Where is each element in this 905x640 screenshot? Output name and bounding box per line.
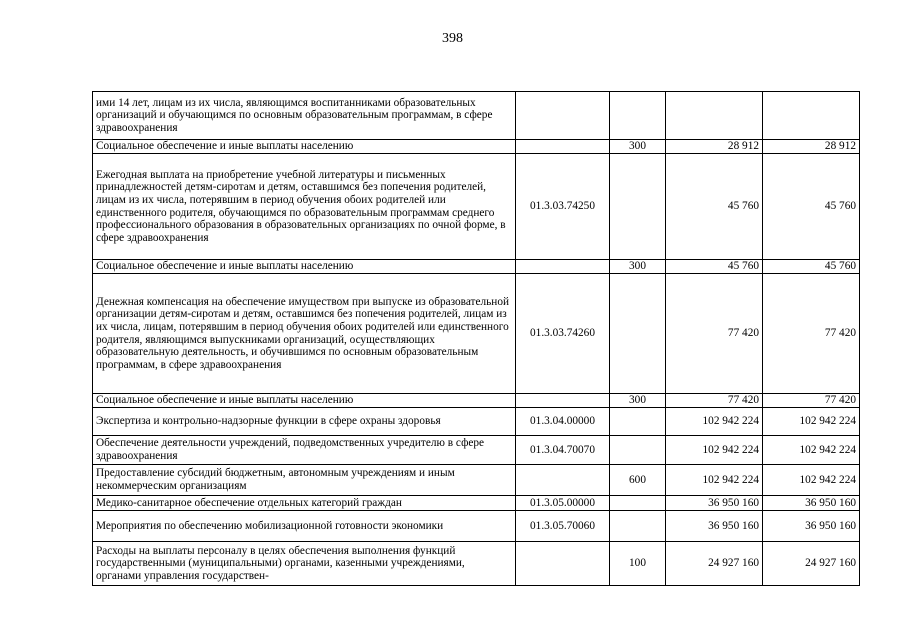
row-expense-type-cell: 600 bbox=[610, 465, 666, 496]
row-amount-2-cell: 102 942 224 bbox=[763, 465, 860, 496]
row-code-cell: 01.3.05.70060 bbox=[516, 511, 610, 542]
row-name-cell: Обеспечение деятельности учреждений, подведомственных учредителю в сфере здравоохранения bbox=[93, 436, 516, 465]
row-code-cell bbox=[516, 140, 610, 154]
row-amount-1-cell bbox=[666, 92, 763, 140]
row-expense-type-cell: 300 bbox=[610, 260, 666, 274]
row-expense-type-cell bbox=[610, 511, 666, 542]
row-amount-2-cell: 102 942 224 bbox=[763, 408, 860, 436]
row-name-cell: Мероприятия по обеспечению мобилизационной готовности экономики bbox=[93, 511, 516, 542]
row-name-cell: Социальное обеспечение и иные выплаты населению bbox=[93, 260, 516, 274]
row-name-cell: Медико-санитарное обеспечение отдельных категорий граждан bbox=[93, 496, 516, 511]
row-amount-1-cell: 36 950 160 bbox=[666, 511, 763, 542]
row-code-cell: 01.3.05.00000 bbox=[516, 496, 610, 511]
page-number: 398 bbox=[442, 31, 463, 46]
row-amount-1-cell: 36 950 160 bbox=[666, 496, 763, 511]
row-name-cell: Расходы на выплаты персоналу в целях обеспечения выполнения функций государственными (муниципальными) органами, казенными учреждениями, органами управления государствен- bbox=[93, 542, 516, 586]
row-name-cell: Социальное обеспечение и иные выплаты населению bbox=[93, 140, 516, 154]
row-amount-1-cell: 102 942 224 bbox=[666, 436, 763, 465]
row-amount-2-cell: 36 950 160 bbox=[763, 511, 860, 542]
row-name-cell: Денежная компенсация на обеспечение имуществом при выпуске из образовательной организации детям-сиротам и детям, оставшимся без попечения родителей, лицам из их числа, лицам, потерявшим в период обучения обоих родителей или единственного родителя, являющимся выпускниками организаций, осуществляющих образовательную деятельность, и обучившимся по основным образовательным программам, в сфере здравоохранения bbox=[93, 274, 516, 394]
budget-table bbox=[92, 91, 860, 586]
row-expense-type-cell bbox=[610, 436, 666, 465]
row-code-cell: 01.3.04.70070 bbox=[516, 436, 610, 465]
row-code-cell bbox=[516, 465, 610, 496]
row-amount-2-cell: 45 760 bbox=[763, 260, 860, 274]
row-expense-type-cell bbox=[610, 408, 666, 436]
row-amount-2-cell: 102 942 224 bbox=[763, 436, 860, 465]
row-amount-2-cell: 24 927 160 bbox=[763, 542, 860, 586]
table-row bbox=[93, 465, 860, 496]
row-amount-2-cell: 28 912 bbox=[763, 140, 860, 154]
table-row bbox=[93, 436, 860, 465]
row-code-cell: 01.3.04.00000 bbox=[516, 408, 610, 436]
row-amount-2-cell: 77 420 bbox=[763, 394, 860, 408]
row-name-cell: Предоставление субсидий бюджетным, автономным учреждениям и иным некоммерческим организациям bbox=[93, 465, 516, 496]
row-amount-1-cell: 45 760 bbox=[666, 154, 763, 260]
row-amount-2-cell: 77 420 bbox=[763, 274, 860, 394]
table-row bbox=[93, 154, 860, 260]
table-row bbox=[93, 274, 860, 394]
row-amount-1-cell: 102 942 224 bbox=[666, 465, 763, 496]
table-row bbox=[93, 140, 860, 154]
table-row bbox=[93, 394, 860, 408]
row-expense-type-cell: 100 bbox=[610, 542, 666, 586]
row-name-cell: Экспертиза и контрольно-надзорные функции в сфере охраны здоровья bbox=[93, 408, 516, 436]
row-name-cell: Ежегодная выплата на приобретение учебной литературы и письменных принадлежностей детям-сиротам и детям, оставшимся без попечения родителей, лицам из их числа, потерявшим в период обучения обоих родителей или единственного родителя, обучающимся по образовательным программам среднего профессионального образования в образовательных организациях по очной форме, в сфере здравоохранения bbox=[93, 154, 516, 260]
table-row bbox=[93, 408, 860, 436]
table-row bbox=[93, 92, 860, 140]
row-code-cell: 01.3.03.74260 bbox=[516, 274, 610, 394]
row-amount-1-cell: 77 420 bbox=[666, 394, 763, 408]
row-amount-1-cell: 77 420 bbox=[666, 274, 763, 394]
row-code-cell bbox=[516, 260, 610, 274]
row-amount-1-cell: 45 760 bbox=[666, 260, 763, 274]
row-amount-2-cell: 36 950 160 bbox=[763, 496, 860, 511]
row-expense-type-cell: 300 bbox=[610, 394, 666, 408]
row-amount-1-cell: 24 927 160 bbox=[666, 542, 763, 586]
row-code-cell bbox=[516, 92, 610, 140]
row-amount-1-cell: 28 912 bbox=[666, 140, 763, 154]
row-amount-1-cell: 102 942 224 bbox=[666, 408, 763, 436]
row-amount-2-cell: 45 760 bbox=[763, 154, 860, 260]
row-expense-type-cell bbox=[610, 496, 666, 511]
row-code-cell bbox=[516, 394, 610, 408]
row-expense-type-cell bbox=[610, 154, 666, 260]
table-row bbox=[93, 542, 860, 586]
table-row bbox=[93, 511, 860, 542]
row-name-cell: Социальное обеспечение и иные выплаты населению bbox=[93, 394, 516, 408]
table-row bbox=[93, 496, 860, 511]
row-code-cell bbox=[516, 542, 610, 586]
row-name-cell: ими 14 лет, лицам из их числа, являющимся воспитанниками образовательных организаций и обучающимся по основным образовательным программам, в сфере здравоохранения bbox=[93, 92, 516, 140]
row-expense-type-cell bbox=[610, 274, 666, 394]
table-row bbox=[93, 260, 860, 274]
row-amount-2-cell bbox=[763, 92, 860, 140]
row-code-cell: 01.3.03.74250 bbox=[516, 154, 610, 260]
row-expense-type-cell bbox=[610, 92, 666, 140]
row-expense-type-cell: 300 bbox=[610, 140, 666, 154]
